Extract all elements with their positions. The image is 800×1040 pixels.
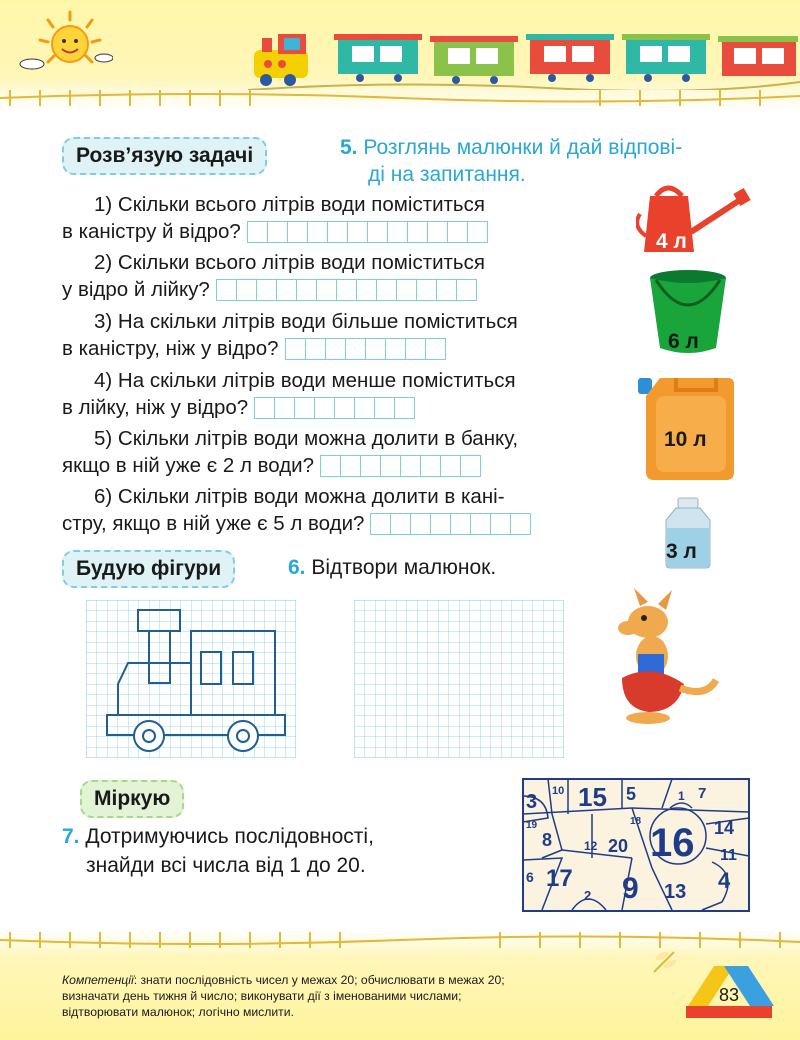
puzzle-number[interactable]: 18 — [630, 816, 642, 827]
question-3-line1: 3) На скільки літрів води більше поміститься — [94, 310, 518, 333]
puzzle-number[interactable]: 1 — [678, 789, 685, 803]
task7-number: 7. — [62, 825, 80, 848]
task6-number: 6. — [288, 556, 306, 579]
question-1-line1: 1) Скільки всього літрів води поміститься — [94, 193, 485, 216]
question-2-line1: 2) Скільки всього літрів води поміститься — [94, 251, 485, 274]
fence-top — [0, 86, 800, 108]
kangaroo-icon — [608, 588, 720, 728]
puzzle-number[interactable]: 4 — [718, 868, 731, 893]
task6-text: Відтвори малюнок. — [311, 556, 497, 579]
puzzle-number[interactable]: 17 — [546, 865, 573, 892]
task6-heading — [288, 556, 496, 580]
puzzle-number[interactable]: 7 — [698, 785, 707, 802]
puzzle-number[interactable]: 11 — [720, 847, 737, 864]
section-tag-think: Міркую — [80, 780, 184, 818]
puzzle-number[interactable]: 19 — [526, 820, 538, 831]
puzzle-number[interactable]: 8 — [542, 830, 553, 850]
question-1 — [62, 192, 622, 245]
answer-boxes-4[interactable] — [254, 397, 415, 419]
question-6-line2: стру, якщо в ній уже є 5 л води? — [62, 511, 365, 535]
puzzle-number[interactable]: 2 — [584, 888, 592, 903]
section-tag-solve: Розв’язую задачі — [62, 137, 267, 175]
competencies-text-1: : знати послідовність чисел у межах 20; обчислювати в межах 20; — [133, 973, 505, 987]
answer-boxes-3[interactable] — [285, 338, 446, 360]
answer-boxes-5[interactable] — [320, 455, 481, 477]
question-1-line2: в каністру й відро? — [62, 219, 241, 243]
puzzle-number[interactable]: 15 — [578, 782, 607, 812]
task7-text — [62, 822, 374, 880]
question-2 — [62, 250, 622, 303]
puzzle-number[interactable]: 13 — [664, 881, 687, 903]
question-6-line1: 6) Скільки літрів води можна долити в кані- — [94, 485, 505, 508]
competencies-label: Компетенції — [62, 973, 134, 987]
task5-number: 5. — [340, 136, 358, 159]
number-puzzle — [522, 778, 750, 912]
puzzle-number[interactable]: 12 — [584, 839, 598, 853]
puzzle-number[interactable]: 3 — [526, 791, 538, 813]
question-2-line2: у відро й лійку? — [62, 277, 210, 301]
question-3-line2: в каністру, ніж у відро? — [62, 336, 279, 360]
answer-boxes-2[interactable] — [216, 279, 477, 301]
bucket-volume: 6 л — [668, 330, 699, 353]
question-4-line2: в лійку, ніж у відро? — [62, 395, 249, 419]
section-tag-build: Будую фігури — [62, 550, 235, 588]
puzzle-number[interactable]: 5 — [626, 784, 637, 804]
puzzle-number[interactable]: 14 — [714, 818, 735, 838]
question-3 — [62, 309, 622, 362]
canister-volume: 10 л — [664, 428, 707, 451]
competencies-text-3: відтворювати малюнок; логічно мислити. — [62, 1005, 294, 1019]
fence-bottom — [0, 930, 800, 952]
question-4 — [62, 368, 622, 421]
question-5-line1: 5) Скільки літрів води можна долити в банку, — [94, 427, 519, 450]
task5-line1: Розглянь малюнки й дай відпові- — [363, 136, 683, 159]
puzzle-number[interactable]: 6 — [526, 869, 534, 885]
puzzle-number[interactable]: 20 — [608, 836, 629, 856]
task7-line2: знайди всі числа від 1 до 20. — [86, 854, 366, 877]
puzzle-number[interactable]: 9 — [622, 872, 639, 905]
dragonfly-icon — [650, 946, 680, 976]
question-6 — [62, 484, 622, 537]
empty-drawing-grid[interactable] — [354, 600, 564, 758]
question-5-line2: якщо в ній уже є 2 л води? — [62, 453, 315, 477]
watering-can-volume: 4 л — [656, 230, 687, 253]
answer-boxes-1[interactable] — [247, 221, 488, 243]
page-number: 83 — [718, 985, 740, 1005]
answer-boxes-6[interactable] — [370, 513, 531, 535]
sun-icon — [18, 8, 113, 78]
task5-line2: ді на запитання. — [368, 163, 526, 186]
train-icon — [248, 10, 800, 90]
puzzle-number[interactable]: 16 — [650, 821, 695, 865]
sample-drawing-grid — [86, 600, 296, 758]
competencies-text-2: визначати день тижня й число; виконувати дії з іменованими числами; — [62, 989, 462, 1003]
watering-can-icon — [636, 178, 762, 258]
jar-volume: 3 л — [666, 540, 697, 563]
question-4-line1: 4) На скільки літрів води менше поміститься — [94, 369, 516, 392]
puzzle-number[interactable]: 10 — [552, 785, 565, 797]
task7-line1: Дотримуючись послідовності, — [85, 825, 374, 848]
competencies-note — [62, 972, 622, 1020]
question-5 — [62, 426, 622, 479]
canister-icon — [636, 372, 736, 482]
